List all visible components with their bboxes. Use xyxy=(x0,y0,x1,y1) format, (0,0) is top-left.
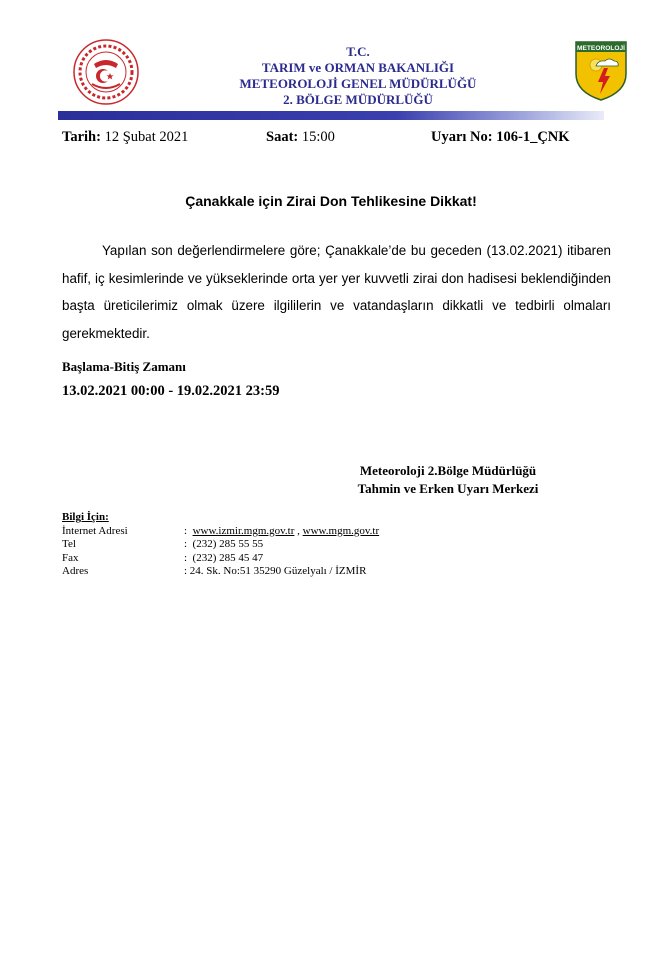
signature-line-center: Tahmin ve Erken Uyarı Merkezi xyxy=(357,481,539,496)
warning-label: Uyarı No: xyxy=(431,129,493,145)
signature-block xyxy=(330,462,566,498)
contact-row-internet xyxy=(62,525,379,539)
internet-separator: , xyxy=(294,524,303,537)
signature-line-office: Meteoroloji 2.Bölge Müdürlüğü xyxy=(359,463,537,478)
date-value: 12 Şubat 2021 xyxy=(104,129,189,145)
warning-title: Çanakkale için Zirai Don Tehlikesine Dikkat! xyxy=(185,193,477,209)
fax-value: : (232) 285 45 47 xyxy=(184,551,264,564)
header-line-tc: T.C. xyxy=(346,44,370,59)
ministry-emblem-icon xyxy=(72,38,140,106)
meteorology-logo xyxy=(574,40,628,102)
internet-value xyxy=(184,525,379,539)
contact-row-tel xyxy=(62,538,379,552)
time-label: Saat: xyxy=(266,129,299,145)
time-field xyxy=(266,129,335,146)
fax-label: Fax xyxy=(62,551,79,564)
header-line-region: 2. BÖLGE MÜDÜRLÜĞÜ xyxy=(283,92,433,107)
contact-info xyxy=(62,511,379,579)
tel-label: Tel xyxy=(62,538,76,550)
contact-info-title: Bilgi İçin: xyxy=(62,511,109,523)
internet-label: İnternet Adresi xyxy=(62,524,128,537)
tel-value: : (232) 285 55 55 xyxy=(184,538,264,550)
izmir-website-link[interactable]: www.izmir.mgm.gov.tr xyxy=(192,524,295,537)
meteorology-logo-text: METEOROLOJİ xyxy=(577,44,625,52)
date-field xyxy=(62,129,188,146)
period-label: Başlama-Bitiş Zamanı xyxy=(62,359,186,374)
address-value: : 24. Sk. No:51 35290 Güzelyalı / İZMİR xyxy=(184,565,367,577)
warning-value: 106-1_ÇNK xyxy=(496,129,570,145)
time-value: 15:00 xyxy=(301,129,335,145)
date-label: Tarih: xyxy=(62,129,101,145)
warning-number-field xyxy=(431,129,570,146)
meteorology-shield-icon xyxy=(574,40,628,102)
header-line-directorate: METEOROLOJİ GENEL MÜDÜRLÜĞÜ xyxy=(239,76,477,91)
warning-body xyxy=(62,237,611,347)
header-line-ministry: TARIM ve ORMAN BAKANLIĞI xyxy=(261,60,455,75)
internet-prefix: : xyxy=(184,524,193,537)
warning-body-text: Yapılan son değerlendirmelere göre; Çanakkale’de bu geceden (13.02.2021) itibaren hafif, iç kesimlerinde ve yükseklerinde orta yer yer kuvvetli zirai don hadisesi beklendiğinden başta üreticilerimiz olmak üzere ilgililerin ve vatandaşların dikkatli ve tedbirli olmaları gerekmektedir. xyxy=(62,243,611,341)
contact-row-fax xyxy=(62,552,379,566)
header-block xyxy=(200,44,516,108)
ministry-logo xyxy=(72,38,140,106)
address-label: Adres xyxy=(62,565,89,577)
header-divider-bar xyxy=(58,111,604,120)
mgm-website-link[interactable]: www.mgm.gov.tr xyxy=(302,524,380,537)
contact-row-address xyxy=(62,565,379,579)
period-value: 13.02.2021 00:00 - 19.02.2021 23:59 xyxy=(62,383,280,399)
